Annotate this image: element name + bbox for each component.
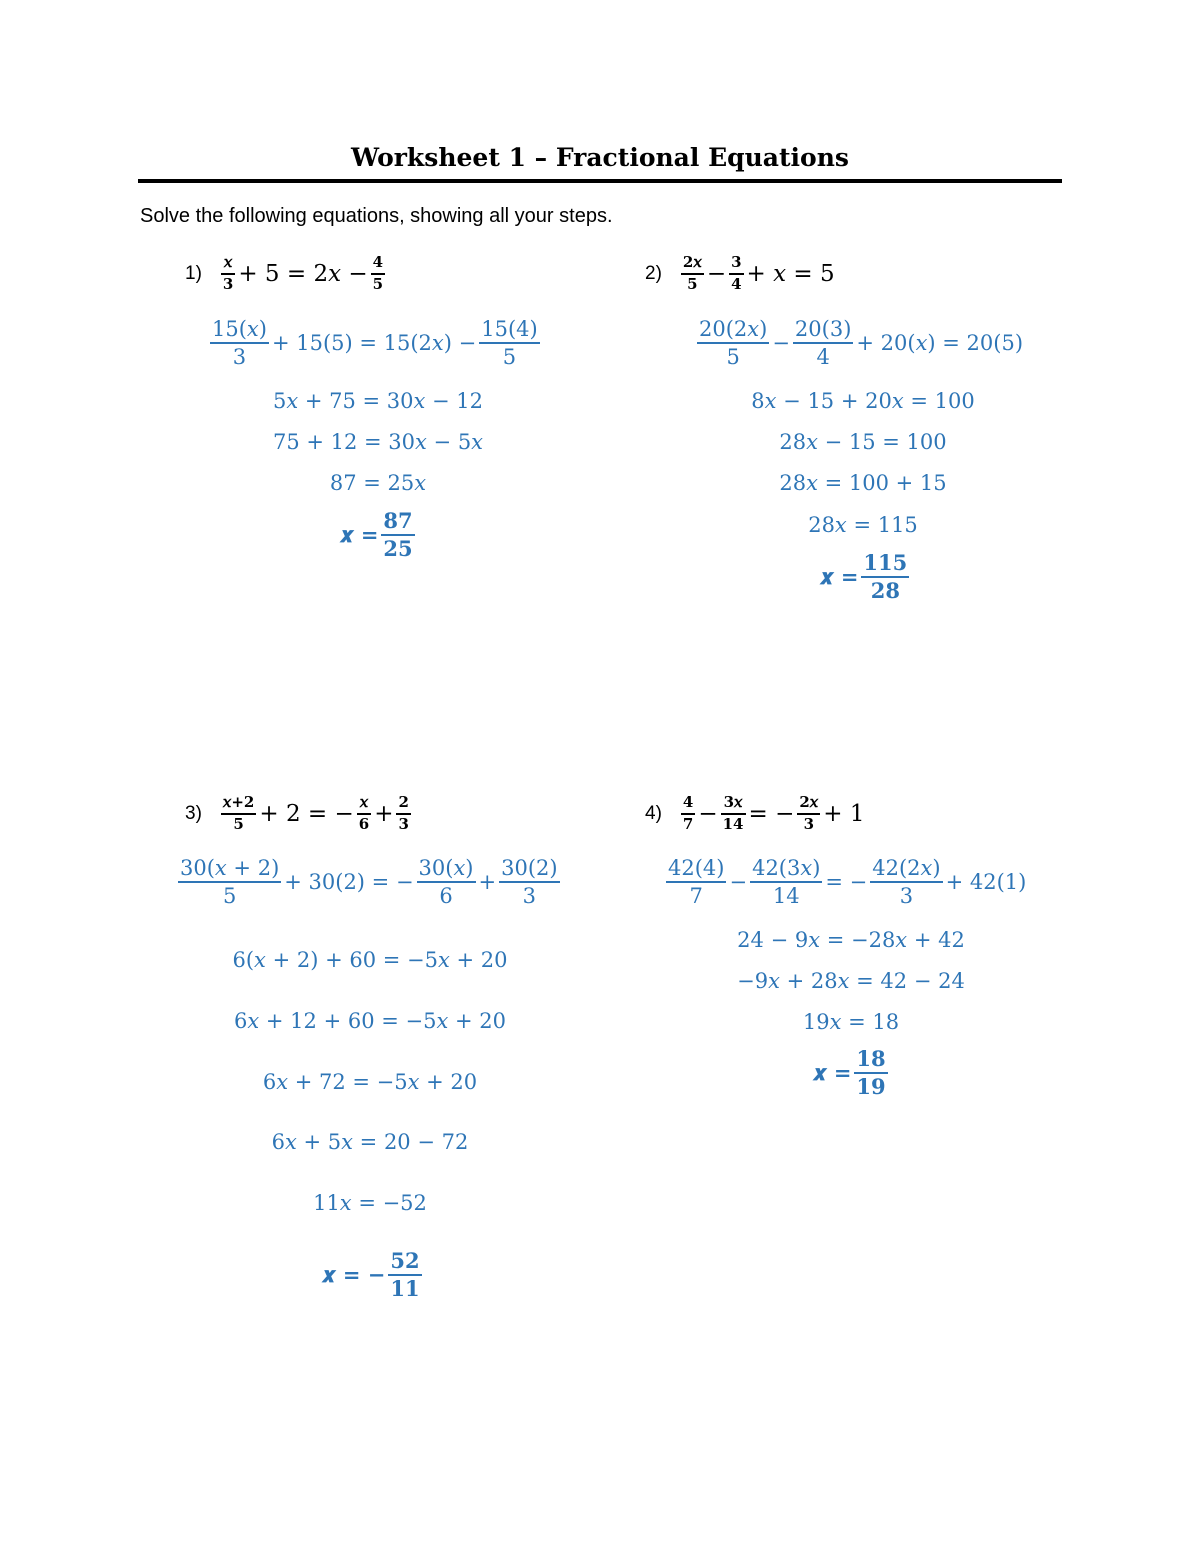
problem-2-step-4: 28𝑥 = 100 + 15 xyxy=(779,471,947,495)
problem-3-label: 3) xyxy=(185,802,202,824)
problem-1-statement: 1) $\frac{\text{𝑥}}{3}$ + 5 = 2𝑥 − $\frac{4}{5}$ xyxy=(185,253,384,293)
problem-4-answer: 𝒙 = $\frac{18}{19}$ xyxy=(813,1046,886,1100)
problem-2-statement: 2) $\frac{\text{2𝑥}}{5}$ − $\frac{3}{4}$ + 𝑥 = 5 xyxy=(645,253,835,293)
problem-3-step-6: 11𝑥 = −52 xyxy=(313,1191,427,1215)
problem-2-label: 2) xyxy=(645,262,662,284)
problem-2-step-3: 28𝑥 − 15 = 100 xyxy=(779,430,947,454)
problem-2-answer: 𝒙 = $\frac{115}{28}$ xyxy=(820,550,908,604)
problem-1-step-2: 5𝑥 + 75 = 30𝑥 − 12 xyxy=(272,389,484,413)
problem-1-answer: 𝒙 = $\frac{87}{25}$ xyxy=(340,508,413,562)
problem-3-step-4: 6𝑥 + 72 = −5𝑥 + 20 xyxy=(262,1070,478,1094)
problem-4-step-1: $\frac{42(4)}{7}$ − $\frac{\text{42(3𝑥)}}{14}$ = − $\frac{\text{42(2𝑥)}}{3}$ + 42(1) xyxy=(668,856,1027,909)
problem-1-step-1: $\frac{\text{15(𝑥)}}{3}$ + 15(5) = 15(2𝑥) − $\frac{15(4)}{5}$ xyxy=(212,317,538,370)
problem-2-step-1: $\frac{\text{20(2𝑥)}}{5}$ − $\frac{20(3)}{4}$ + 20(𝑥) = 20(5) xyxy=(699,317,1024,370)
problem-3-step-1: $\frac{\text{30(𝑥 + 2)}}{5}$ + 30(2) = − $\frac{\text{30(𝑥)}}{6}$ + $\frac{30(2)}{3}$ xyxy=(180,856,558,909)
problem-1-label: 1) xyxy=(185,262,202,284)
worksheet-title: Worksheet 1 – Fractional Equations xyxy=(351,143,849,172)
instructions: Solve the following equations, showing all your steps. xyxy=(140,205,613,227)
problem-4-step-4: 19𝑥 = 18 xyxy=(802,1010,900,1034)
problem-3-step-5: 6𝑥 + 5𝑥 = 20 − 72 xyxy=(271,1130,469,1154)
problem-1-step-3: 75 + 12 = 30𝑥 − 5𝑥 xyxy=(272,430,484,454)
problem-4-step-3: −9𝑥 + 28𝑥 = 42 − 24 xyxy=(737,969,965,993)
problem-3-statement: 3) $\frac{\text{𝑥+2}}{5}$ + 2 = − $\frac{\text{𝑥}}{6}$ + $\frac{2}{3}$ xyxy=(185,793,409,833)
title-divider xyxy=(138,179,1062,183)
problem-2-step-5: 28𝑥 = 115 xyxy=(808,513,918,537)
problem-2-step-2: 8𝑥 − 15 + 20𝑥 = 100 xyxy=(751,389,975,413)
problem-4-step-2: 24 − 9𝑥 = −28𝑥 + 42 xyxy=(737,928,965,952)
problem-3-answer: 𝒙 = − $\frac{52}{11}$ xyxy=(322,1248,420,1302)
problem-1-step-4: 87 = 25𝑥 xyxy=(329,471,427,495)
problem-4-label: 4) xyxy=(645,802,662,824)
problem-3-step-2: 6(𝑥 + 2) + 60 = −5𝑥 + 20 xyxy=(232,948,508,972)
problem-4-statement: 4) $\frac{4}{7}$ − $\frac{\text{3𝑥}}{14}$ = − $\frac{\text{2𝑥}}{3}$ + 1 xyxy=(645,793,865,833)
problem-3-step-3: 6𝑥 + 12 + 60 = −5𝑥 + 20 xyxy=(234,1009,506,1033)
problem-1-fraction-1: $\frac{\text{𝑥}}{3}$ xyxy=(222,253,234,293)
problem-1-fraction-2: $\frac{4}{5}$ xyxy=(372,253,384,293)
